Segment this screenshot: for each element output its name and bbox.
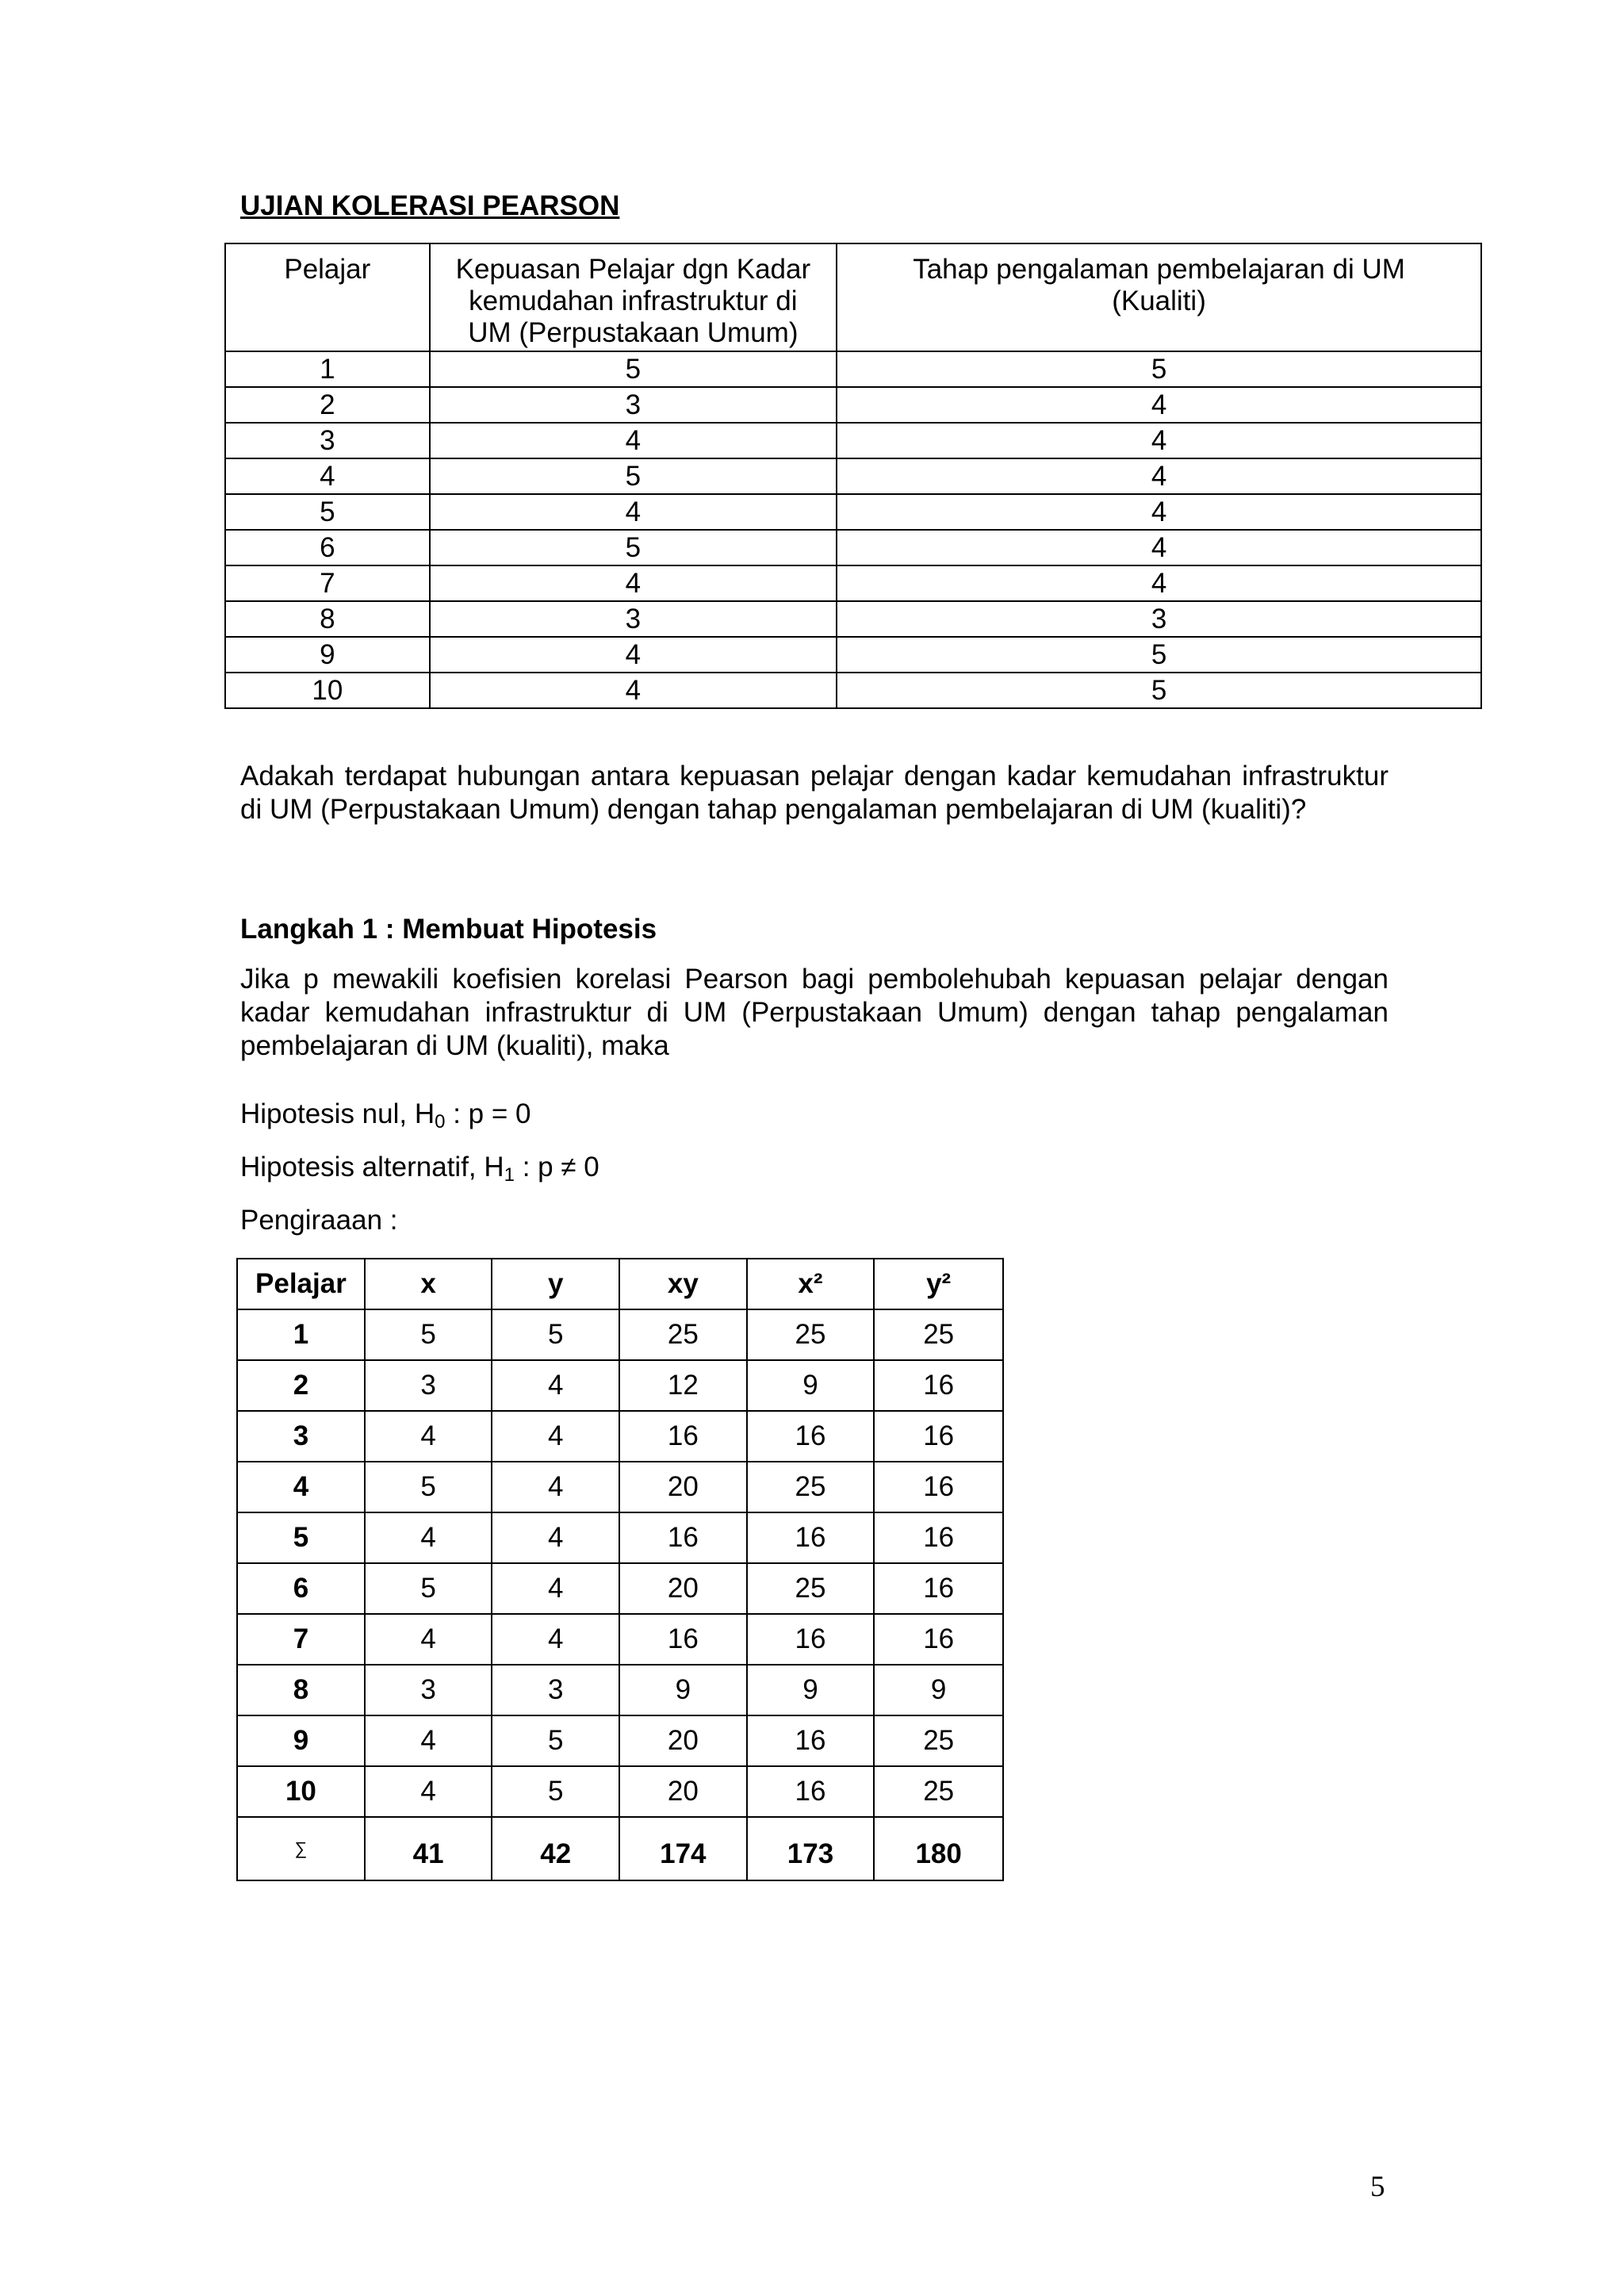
table-row — [225, 673, 1481, 708]
calc-cell: 16 — [747, 1715, 875, 1766]
header-kepuasan: Kepuasan Pelajar dgn Kadar kemudahan infrastruktur di UM (Perpustakaan Umum) — [430, 243, 837, 351]
table-cell: 4 — [430, 423, 837, 458]
calc-cell: 4 — [365, 1715, 492, 1766]
table-cell: 8 — [225, 601, 430, 637]
calc-row — [237, 1462, 1003, 1512]
calc-cell: 7 — [237, 1614, 365, 1665]
calc-cell: 3 — [365, 1665, 492, 1715]
calc-cell: 16 — [747, 1614, 875, 1665]
table-row — [225, 601, 1481, 637]
table-cell: 4 — [837, 458, 1481, 494]
table-cell: 4 — [837, 387, 1481, 423]
calc-cell: 9 — [237, 1715, 365, 1766]
calc-cell: 3 — [237, 1411, 365, 1462]
table-cell: 5 — [837, 637, 1481, 673]
h1-suffix: : p ≠ 0 — [515, 1152, 599, 1182]
calc-cell: 10 — [237, 1766, 365, 1817]
calc-cell: 12 — [619, 1360, 747, 1411]
calc-cell: 20 — [619, 1715, 747, 1766]
calc-cell: 4 — [237, 1462, 365, 1512]
calc-cell: 4 — [492, 1360, 619, 1411]
calc-header-xy: xy — [619, 1259, 747, 1309]
sum-cell: 180 — [874, 1817, 1003, 1880]
table-cell: 4 — [837, 423, 1481, 458]
table-cell: 4 — [430, 673, 837, 708]
calc-header-row — [237, 1259, 1003, 1309]
header-pelajar: Pelajar — [225, 243, 430, 351]
table-row — [225, 494, 1481, 530]
table-cell: 7 — [225, 565, 430, 601]
sum-cell: 174 — [619, 1817, 747, 1880]
calc-label: Pengiraaan : — [240, 1205, 398, 1236]
table-cell: 9 — [225, 637, 430, 673]
question-text: Adakah terdapat hubungan antara kepuasan pelajar dengan kadar kemudahan infrastruktur di UM (Perpustakaan Umum) dengan tahap pengalaman pembelajaran di UM (kualiti)? — [240, 761, 1388, 825]
alternative-hypothesis — [240, 1151, 1388, 1192]
calc-cell: 5 — [237, 1512, 365, 1563]
h0-suffix: : p = 0 — [445, 1098, 531, 1129]
calc-cell: 5 — [492, 1309, 619, 1360]
table-row — [225, 637, 1481, 673]
calc-cell: 25 — [747, 1563, 875, 1614]
table-row — [225, 458, 1481, 494]
calc-cell: 16 — [747, 1766, 875, 1817]
calc-header-pelajar: Pelajar — [237, 1259, 365, 1309]
calc-cell: 4 — [492, 1411, 619, 1462]
calc-cell: 5 — [365, 1563, 492, 1614]
sum-cell: 173 — [747, 1817, 875, 1880]
table-cell: 3 — [430, 601, 837, 637]
calc-row — [237, 1512, 1003, 1563]
calc-cell: 20 — [619, 1766, 747, 1817]
calc-cell: 9 — [747, 1665, 875, 1715]
sum-cell: 42 — [492, 1817, 619, 1880]
table-cell: 5 — [430, 458, 837, 494]
table-row — [225, 565, 1481, 601]
calc-cell: 9 — [874, 1665, 1003, 1715]
calc-row — [237, 1563, 1003, 1614]
calc-cell: 16 — [874, 1512, 1003, 1563]
calc-cell: 25 — [874, 1309, 1003, 1360]
calc-header-x2: x² — [747, 1259, 875, 1309]
calc-header-x: x — [365, 1259, 492, 1309]
calc-cell: 4 — [365, 1614, 492, 1665]
table-cell: 10 — [225, 673, 430, 708]
calc-cell: 4 — [365, 1512, 492, 1563]
table-cell: 3 — [225, 423, 430, 458]
calc-cell: 16 — [619, 1411, 747, 1462]
calc-row — [237, 1715, 1003, 1766]
table-cell: 4 — [837, 494, 1481, 530]
calc-cell: 25 — [747, 1309, 875, 1360]
calc-cell: 16 — [874, 1360, 1003, 1411]
table-cell: 4 — [225, 458, 430, 494]
table-cell: 3 — [430, 387, 837, 423]
sum-cell: 41 — [365, 1817, 492, 1880]
table-row — [225, 351, 1481, 387]
calc-header-y: y — [492, 1259, 619, 1309]
header-tahap: Tahap pengalaman pembelajaran di UM (Kualiti) — [837, 243, 1481, 351]
data-table-body — [225, 351, 1481, 708]
table-cell: 3 — [837, 601, 1481, 637]
calc-cell: 4 — [365, 1411, 492, 1462]
calc-row — [237, 1665, 1003, 1715]
calc-row — [237, 1360, 1003, 1411]
calc-cell: 25 — [747, 1462, 875, 1512]
data-table — [224, 243, 1482, 709]
calc-cell: 4 — [492, 1563, 619, 1614]
calc-cell: 25 — [874, 1715, 1003, 1766]
page-title: UJIAN KOLERASI PEARSON — [240, 190, 620, 221]
calc-cell: 5 — [365, 1309, 492, 1360]
calc-cell: 2 — [237, 1360, 365, 1411]
calc-row — [237, 1309, 1003, 1360]
table-cell: 5 — [430, 530, 837, 565]
calc-cell: 5 — [365, 1462, 492, 1512]
page-number: 5 — [1370, 2171, 1385, 2203]
table-cell: 4 — [430, 494, 837, 530]
h0-prefix: Hipotesis nul, H — [240, 1098, 435, 1129]
calc-cell: 16 — [874, 1614, 1003, 1665]
step1-text: Jika p mewakili koefisien korelasi Pearson bagi pembolehubah kepuasan pelajar dengan kadar kemudahan infrastruktur di UM (Perpustakaan Umum) dengan tahap pengalaman pembelajaran di UM (kualiti), maka — [240, 964, 1388, 1061]
calc-cell: 4 — [492, 1462, 619, 1512]
calc-cell: 25 — [619, 1309, 747, 1360]
calc-cell: 16 — [619, 1512, 747, 1563]
null-hypothesis — [240, 1098, 1388, 1139]
h0-subscript: 0 — [435, 1111, 446, 1133]
calc-cell: 16 — [874, 1462, 1003, 1512]
calc-cell: 4 — [492, 1512, 619, 1563]
table-header-row — [225, 243, 1481, 351]
table-cell: 5 — [837, 351, 1481, 387]
table-cell: 5 — [837, 673, 1481, 708]
calc-cell: 8 — [237, 1665, 365, 1715]
h1-subscript: 1 — [504, 1164, 515, 1186]
calc-row — [237, 1766, 1003, 1817]
calculation-table-body — [237, 1309, 1003, 1880]
calc-cell: 4 — [365, 1766, 492, 1817]
calc-cell: 6 — [237, 1563, 365, 1614]
table-row — [225, 387, 1481, 423]
calc-cell: 9 — [747, 1360, 875, 1411]
sigma-symbol: ∑ — [237, 1817, 365, 1880]
table-cell: 1 — [225, 351, 430, 387]
table-cell: 4 — [837, 565, 1481, 601]
calc-row — [237, 1614, 1003, 1665]
calc-cell: 20 — [619, 1563, 747, 1614]
table-row — [225, 423, 1481, 458]
table-cell: 4 — [430, 637, 837, 673]
calc-cell: 9 — [619, 1665, 747, 1715]
calc-cell: 20 — [619, 1462, 747, 1512]
calc-cell: 16 — [874, 1563, 1003, 1614]
sum-row — [237, 1817, 1003, 1880]
table-cell: 4 — [837, 530, 1481, 565]
calc-cell: 3 — [365, 1360, 492, 1411]
calc-header-y2: y² — [874, 1259, 1003, 1309]
table-cell: 6 — [225, 530, 430, 565]
calc-cell: 16 — [747, 1512, 875, 1563]
calc-cell: 25 — [874, 1766, 1003, 1817]
calc-cell: 16 — [874, 1411, 1003, 1462]
table-cell: 5 — [225, 494, 430, 530]
calc-cell: 16 — [619, 1614, 747, 1665]
table-cell: 4 — [430, 565, 837, 601]
table-row — [225, 530, 1481, 565]
calc-cell: 5 — [492, 1766, 619, 1817]
calc-row — [237, 1411, 1003, 1462]
calc-cell: 3 — [492, 1665, 619, 1715]
table-cell: 2 — [225, 387, 430, 423]
table-cell: 5 — [430, 351, 837, 387]
calc-cell: 1 — [237, 1309, 365, 1360]
calculation-table — [236, 1258, 1004, 1881]
h1-prefix: Hipotesis alternatif, H — [240, 1152, 504, 1182]
calc-cell: 16 — [747, 1411, 875, 1462]
step1-heading: Langkah 1 : Membuat Hipotesis — [240, 914, 657, 945]
calc-cell: 4 — [492, 1614, 619, 1665]
calc-cell: 5 — [492, 1715, 619, 1766]
